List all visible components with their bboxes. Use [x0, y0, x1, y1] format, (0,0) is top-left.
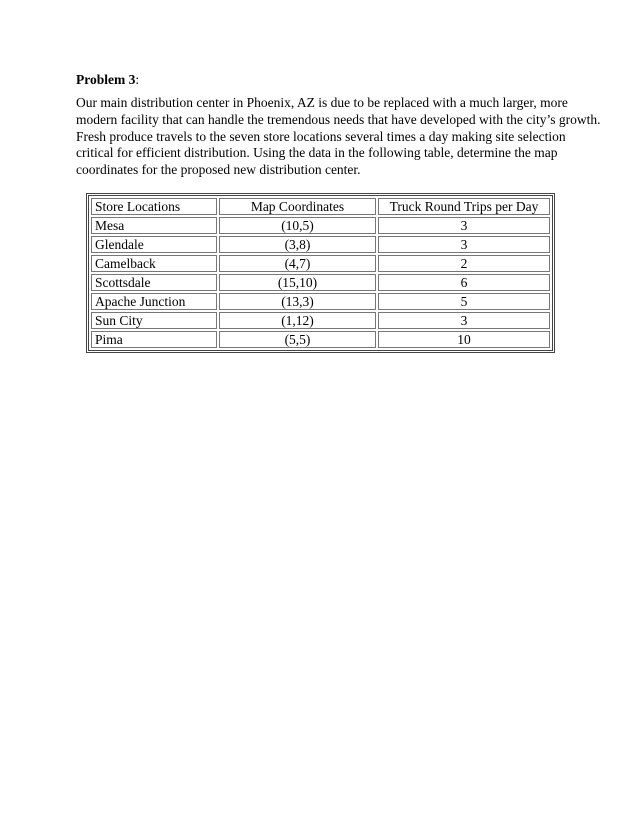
cell-coordinates: (1,12) [219, 312, 376, 329]
cell-coordinates: (10,5) [219, 217, 376, 234]
cell-trips: 3 [378, 217, 550, 234]
header-store-locations: Store Locations [91, 198, 217, 215]
cell-location: Apache Junction [91, 293, 217, 310]
cell-location: Sun City [91, 312, 217, 329]
problem-title: Problem 3 [76, 72, 136, 87]
table-row [91, 312, 550, 329]
cell-trips: 10 [378, 331, 550, 348]
paragraph-line: modern facility that can handle the tremendous needs that have developed with the city’s growth. [76, 111, 601, 127]
cell-coordinates: (4,7) [219, 255, 376, 272]
cell-location: Pima [91, 331, 217, 348]
header-truck-trips: Truck Round Trips per Day [378, 198, 550, 215]
table-header-row [91, 198, 550, 215]
cell-coordinates: (13,3) [219, 293, 376, 310]
table-row [91, 255, 550, 272]
cell-trips: 3 [378, 236, 550, 253]
problem-heading [76, 71, 139, 88]
header-map-coordinates: Map Coordinates [219, 198, 376, 215]
problem-title-colon: : [135, 72, 140, 87]
table-row [91, 331, 550, 348]
cell-location: Scottsdale [91, 274, 217, 291]
paragraph-line: coordinates for the proposed new distribution center. [76, 162, 361, 178]
store-locations-table [86, 193, 555, 353]
paragraph-line: Fresh produce travels to the seven store locations several times a day making site selection [76, 128, 566, 144]
table-row [91, 217, 550, 234]
table-row [91, 274, 550, 291]
cell-coordinates: (5,5) [219, 331, 376, 348]
cell-coordinates: (3,8) [219, 236, 376, 253]
cell-location: Camelback [91, 255, 217, 272]
cell-coordinates: (15,10) [219, 274, 376, 291]
cell-location: Glendale [91, 236, 217, 253]
paragraph-line: Our main distribution center in Phoenix, AZ is due to be replaced with a much larger, more [76, 95, 568, 110]
cell-trips: 6 [378, 274, 550, 291]
table-row [91, 293, 550, 310]
cell-location: Mesa [91, 217, 217, 234]
table-row [91, 236, 550, 253]
cell-trips: 2 [378, 255, 550, 272]
cell-trips: 5 [378, 293, 550, 310]
cell-trips: 3 [378, 312, 550, 329]
problem-description [76, 95, 601, 179]
paragraph-line: critical for efficient distribution. Using the data in the following table, determine the map [76, 145, 558, 161]
